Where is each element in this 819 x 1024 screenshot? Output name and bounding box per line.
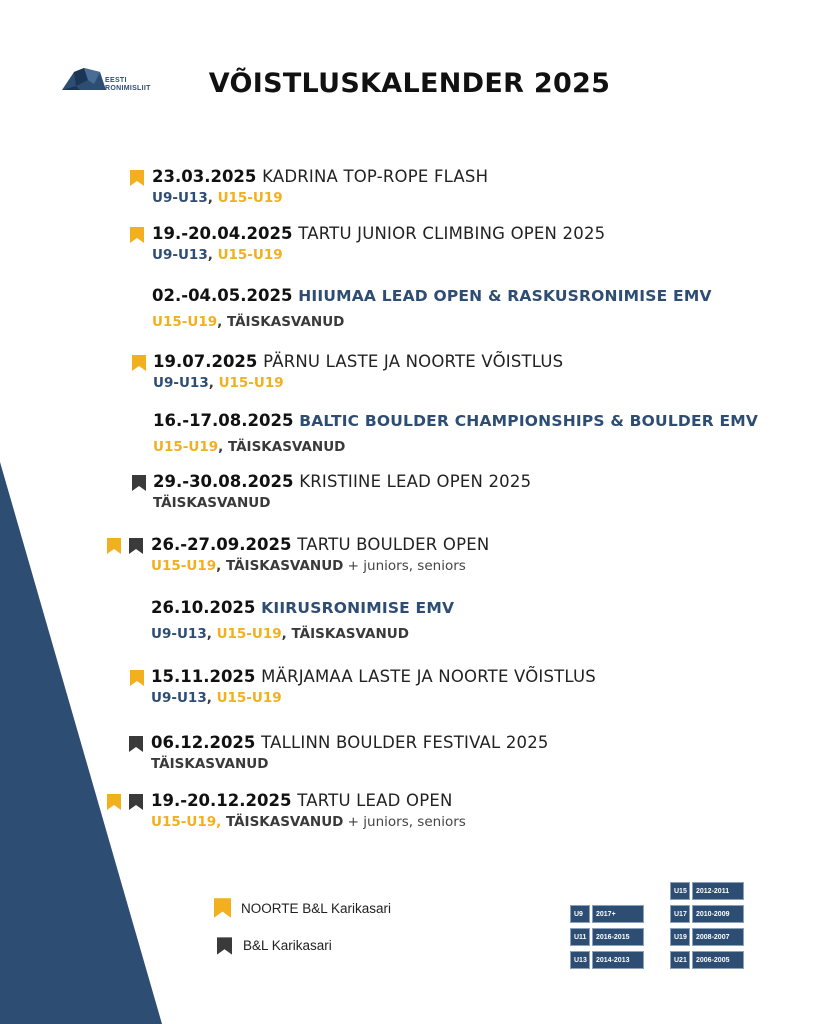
event-item — [153, 411, 758, 456]
event-categories — [152, 189, 488, 207]
event-item — [151, 791, 466, 831]
event-title-line — [151, 598, 454, 618]
yellow-bookmark-icon — [130, 227, 144, 243]
event-item — [152, 224, 605, 264]
event-category: + juniors, seniors — [343, 558, 466, 574]
event-category: U9-U13 — [152, 247, 208, 263]
event-item — [153, 472, 531, 512]
event-category: U15-U19 — [153, 439, 219, 455]
logo-text-line2: RONIMISLIIT — [105, 85, 151, 92]
event-category: , — [208, 375, 219, 391]
age-group-years: 2006-2005 — [692, 951, 744, 969]
event-category: + juniors, seniors — [343, 814, 466, 830]
event-title-line — [151, 733, 549, 753]
event-name: TARTU JUNIOR CLIMBING OPEN 2025 — [298, 224, 606, 243]
event-title-line — [151, 535, 489, 555]
event-category: U15-U19 — [216, 690, 282, 706]
event-categories — [152, 313, 712, 331]
event-categories — [151, 755, 549, 773]
age-group-code: U9 — [570, 905, 590, 923]
event-title-line — [152, 167, 488, 187]
event-category: U15-U19 — [152, 314, 218, 330]
legend-dark-label: B&L Karikasari — [243, 938, 332, 953]
event-categories — [151, 625, 454, 643]
event-title-line — [152, 286, 712, 306]
age-group-years: 2008-2007 — [692, 928, 744, 946]
age-group-years: 2016-2015 — [592, 928, 644, 946]
event-title-line — [153, 352, 563, 372]
dark-bookmark-icon — [129, 538, 143, 554]
event-date: 06.12.2025 — [151, 733, 262, 752]
event-date: 26.10.2025 — [151, 598, 262, 617]
event-name: KIIRUSRONIMISE EMV — [261, 599, 455, 617]
event-categories — [151, 689, 596, 707]
yellow-bookmark-icon — [130, 670, 144, 686]
legend-yellow-label: NOORTE B&L Karikasari — [241, 901, 392, 916]
event-item — [151, 733, 549, 773]
age-group-code: U21 — [670, 951, 690, 969]
event-item — [152, 286, 712, 331]
event-name: PÄRNU LASTE JA NOORTE VÕISTLUS — [263, 352, 564, 371]
event-category: U15-U19 — [218, 375, 284, 391]
event-name: HIIUMAA LEAD OPEN & RASKUSRONIMISE EMV — [298, 287, 712, 305]
event-category: U9-U13 — [151, 690, 207, 706]
event-category: U15-U19 — [217, 247, 283, 263]
dark-bookmark-icon — [217, 937, 232, 959]
event-name: TARTU BOULDER OPEN — [297, 535, 490, 554]
event-category: , — [207, 247, 218, 263]
event-date: 02.-04.05.2025 — [152, 286, 299, 305]
event-categories — [152, 246, 605, 264]
event-category: , TÄISKASVANUD — [216, 558, 344, 574]
age-group-code: U11 — [570, 928, 590, 946]
yellow-bookmark-icon — [130, 170, 144, 186]
event-item — [153, 352, 563, 392]
page-title: VÕISTLUSKALENDER 2025 — [208, 68, 611, 99]
age-group-code: U13 — [570, 951, 590, 969]
event-category: U9-U13 — [153, 375, 209, 391]
event-title-line — [153, 472, 531, 492]
event-title-line — [152, 224, 605, 244]
event-category: U15-U19 — [216, 626, 282, 642]
event-item — [151, 535, 489, 575]
dark-bookmark-icon — [132, 475, 146, 491]
event-category: TÄISKASVANUD — [225, 814, 344, 830]
yellow-bookmark-icon — [132, 355, 146, 371]
event-category: , — [206, 690, 217, 706]
event-name: TARTU LEAD OPEN — [297, 791, 453, 810]
yellow-bookmark-icon — [107, 794, 121, 810]
event-date: 19.07.2025 — [153, 352, 264, 371]
event-item — [151, 667, 596, 707]
yellow-bookmark-icon — [214, 898, 231, 922]
age-group-years: 2017+ — [592, 905, 644, 923]
event-category: U9-U13 — [151, 626, 207, 642]
event-title-line — [151, 791, 466, 811]
event-title-line — [153, 411, 758, 431]
event-name: MÄRJAMAA LASTE JA NOORTE VÕISTLUS — [261, 667, 596, 686]
event-title-line — [151, 667, 596, 687]
event-item — [152, 167, 488, 207]
event-date: 16.-17.08.2025 — [153, 411, 300, 430]
event-name: KADRINA TOP-ROPE FLASH — [262, 167, 489, 186]
dark-bookmark-icon — [129, 736, 143, 752]
event-category: , — [207, 190, 218, 206]
event-categories — [151, 813, 466, 831]
event-item — [151, 598, 454, 643]
event-category: U15-U19 — [151, 558, 217, 574]
event-category: U15-U19 — [217, 190, 283, 206]
event-date: 23.03.2025 — [152, 167, 263, 186]
event-category: , TÄISKASVANUD — [217, 314, 345, 330]
event-categories — [153, 494, 531, 512]
event-categories — [153, 438, 758, 456]
age-group-years: 2010-2009 — [692, 905, 744, 923]
event-name: TALLINN BOULDER FESTIVAL 2025 — [261, 733, 549, 752]
dark-bookmark-icon — [129, 794, 143, 810]
age-group-years: 2012-2011 — [692, 882, 744, 900]
logo-text-line1: EESTI — [105, 77, 127, 84]
age-group-code: U17 — [670, 905, 690, 923]
event-category: U9-U13 — [152, 190, 208, 206]
event-date: 19.-20.12.2025 — [151, 791, 298, 810]
event-category: TÄISKASVANUD — [153, 495, 271, 511]
yellow-bookmark-icon — [107, 538, 121, 554]
event-category: , TÄISKASVANUD — [218, 439, 346, 455]
age-group-code: U15 — [670, 882, 690, 900]
event-date: 26.-27.09.2025 — [151, 535, 298, 554]
event-categories — [153, 374, 563, 392]
age-group-code: U19 — [670, 928, 690, 946]
event-category: , TÄISKASVANUD — [281, 626, 409, 642]
event-date: 15.11.2025 — [151, 667, 262, 686]
event-date: 29.-30.08.2025 — [153, 472, 300, 491]
age-group-years: 2014-2013 — [592, 951, 644, 969]
event-categories — [151, 557, 489, 575]
event-date: 19.-20.04.2025 — [152, 224, 299, 243]
event-name: KRISTIINE LEAD OPEN 2025 — [299, 472, 532, 491]
event-category: U15-U19, — [151, 814, 226, 830]
event-category: , — [206, 626, 217, 642]
event-name: BALTIC BOULDER CHAMPIONSHIPS & BOULDER EMV — [299, 412, 759, 430]
event-category: TÄISKASVANUD — [151, 756, 269, 772]
